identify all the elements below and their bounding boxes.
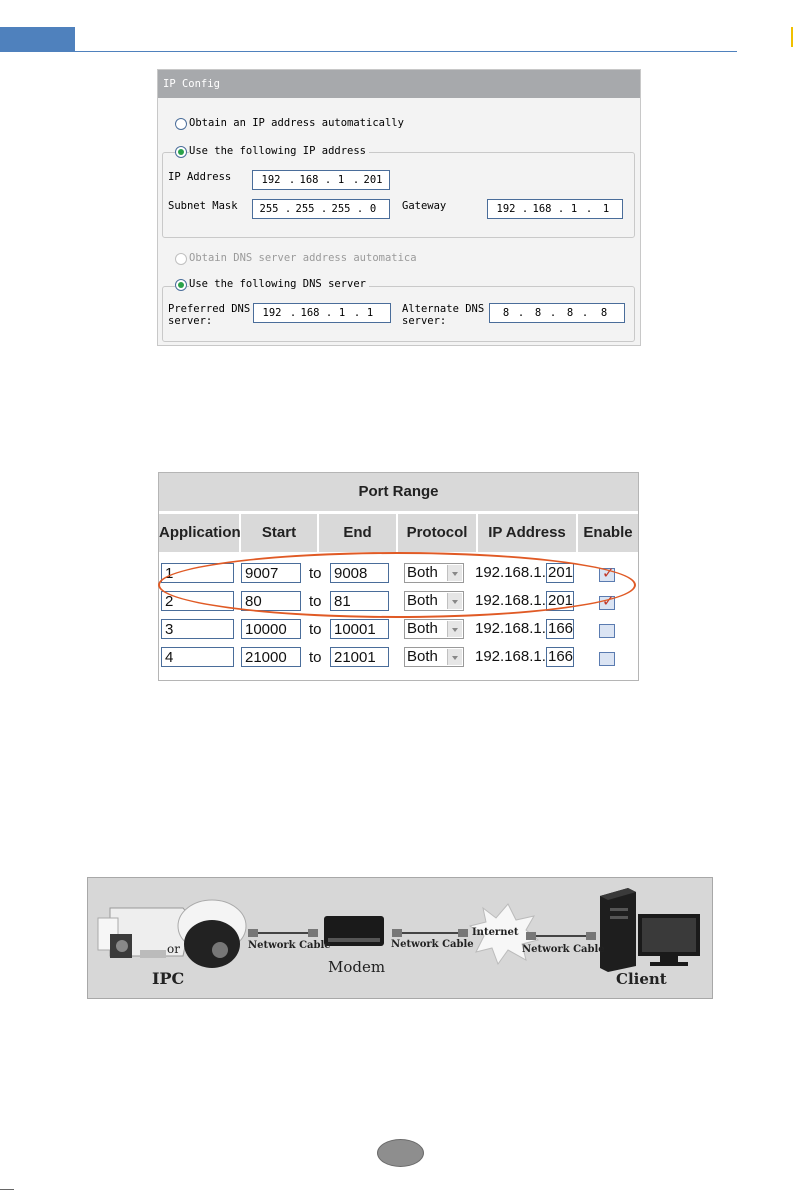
ip-prefix: 192.168.1. (475, 648, 546, 665)
manual-ip-label: Use the following IP address (189, 145, 369, 157)
preferred-dns-input[interactable]: 192 . 168 . 1 . 1 (253, 303, 391, 323)
protocol-select[interactable] (404, 619, 464, 639)
ip-suffix-input[interactable]: 201 (548, 592, 574, 609)
end-port-input[interactable]: 81 (330, 591, 389, 611)
modem-icon (324, 916, 384, 946)
header-application: Application (159, 514, 239, 552)
header-start: Start (241, 514, 317, 552)
ip-suffix-input[interactable]: 166 (548, 620, 574, 637)
header-enable: Enable (578, 514, 638, 552)
app-input[interactable]: 4 (161, 647, 234, 667)
start-port-input[interactable]: 10000 (241, 619, 301, 639)
start-port-input[interactable]: 9007 (241, 563, 301, 583)
gateway-label: Gateway (402, 200, 447, 212)
network-diagram (87, 877, 713, 999)
ip-prefix: 192.168.1. (475, 620, 546, 637)
manual-dns-radio[interactable] (175, 279, 187, 291)
alternate-dns-label: Alternate DNS server: (402, 303, 485, 327)
ip-prefix: 192.168.1. (475, 564, 546, 581)
chevron-down-icon (447, 649, 462, 665)
protocol-value: Both (407, 564, 438, 581)
app-input[interactable]: 1 (161, 563, 234, 583)
ip-suffix-input[interactable]: 201 (548, 564, 574, 581)
internet-label: Internet (472, 927, 519, 938)
to-label: to (309, 565, 322, 582)
ip-address-label: IP Address (168, 171, 232, 183)
enable-checkbox[interactable] (599, 652, 615, 666)
page-number-badge (377, 1139, 424, 1167)
alternate-dns-input[interactable]: 8 . 8 . 8 . 8 (489, 303, 625, 323)
app-input[interactable]: 2 (161, 591, 234, 611)
or-label: or (167, 942, 180, 956)
highlight-oval (158, 552, 636, 618)
bottom-mark (0, 1189, 14, 1190)
start-port-input[interactable]: 80 (241, 591, 301, 611)
header-end: End (319, 514, 396, 552)
manual-ip-group (162, 152, 635, 238)
ip-config-title-bar (158, 70, 640, 98)
auto-ip-label: Obtain an IP address automatically (189, 117, 404, 129)
end-port-input[interactable]: 9008 (330, 563, 389, 583)
chevron-down-icon (447, 621, 462, 637)
to-label: to (309, 621, 322, 638)
start-port-input[interactable]: 21000 (241, 647, 301, 667)
client-pc-icon (600, 888, 700, 972)
preferred-dns-label: Preferred DNS server: (168, 303, 251, 327)
auto-dns-radio[interactable] (175, 253, 187, 265)
modem-label: Modem (328, 958, 386, 976)
enable-checkbox[interactable] (599, 624, 615, 638)
ipc-label: IPC (152, 969, 185, 988)
cable-label-1: Network Cable (248, 940, 331, 951)
to-label: to (309, 593, 322, 610)
ip-suffix-input[interactable]: 166 (548, 648, 574, 665)
cable-label-2: Network Cable (391, 939, 474, 950)
subnet-mask-input[interactable]: 255 . 255 . 255 . 0 (252, 199, 390, 219)
ip-config-title: IP Config (163, 78, 220, 90)
auto-dns-label: Obtain DNS server address automatica (189, 252, 417, 264)
ip-prefix: 192.168.1. (475, 592, 546, 609)
end-port-input[interactable]: 10001 (330, 619, 389, 639)
protocol-value: Both (407, 592, 438, 609)
protocol-value: Both (407, 620, 438, 637)
manual-ip-radio[interactable] (175, 146, 187, 158)
header-edge-mark (791, 27, 793, 47)
header-ip-address: IP Address (478, 514, 576, 552)
ip-address-input[interactable]: 192 . 168 . 1 . 201 (252, 170, 390, 190)
app-input[interactable]: 3 (161, 619, 234, 639)
port-range-title: Port Range (159, 473, 638, 511)
end-port-input[interactable]: 21001 (330, 647, 389, 667)
protocol-value: Both (407, 648, 438, 665)
header-rule (75, 51, 737, 52)
to-label: to (309, 649, 322, 666)
auto-ip-radio[interactable] (175, 118, 187, 130)
header-protocol: Protocol (398, 514, 476, 552)
ip-config-panel (157, 69, 641, 346)
header-color-block (0, 27, 75, 52)
client-label: Client (616, 970, 667, 988)
dome-camera-icon (178, 900, 246, 968)
cable-label-3: Network Cable (522, 944, 605, 955)
gateway-input[interactable]: 192 . 168 . 1 . 1 (487, 199, 623, 219)
manual-dns-label: Use the following DNS server (189, 278, 369, 290)
subnet-mask-label: Subnet Mask (168, 200, 238, 212)
protocol-select[interactable] (404, 647, 464, 667)
